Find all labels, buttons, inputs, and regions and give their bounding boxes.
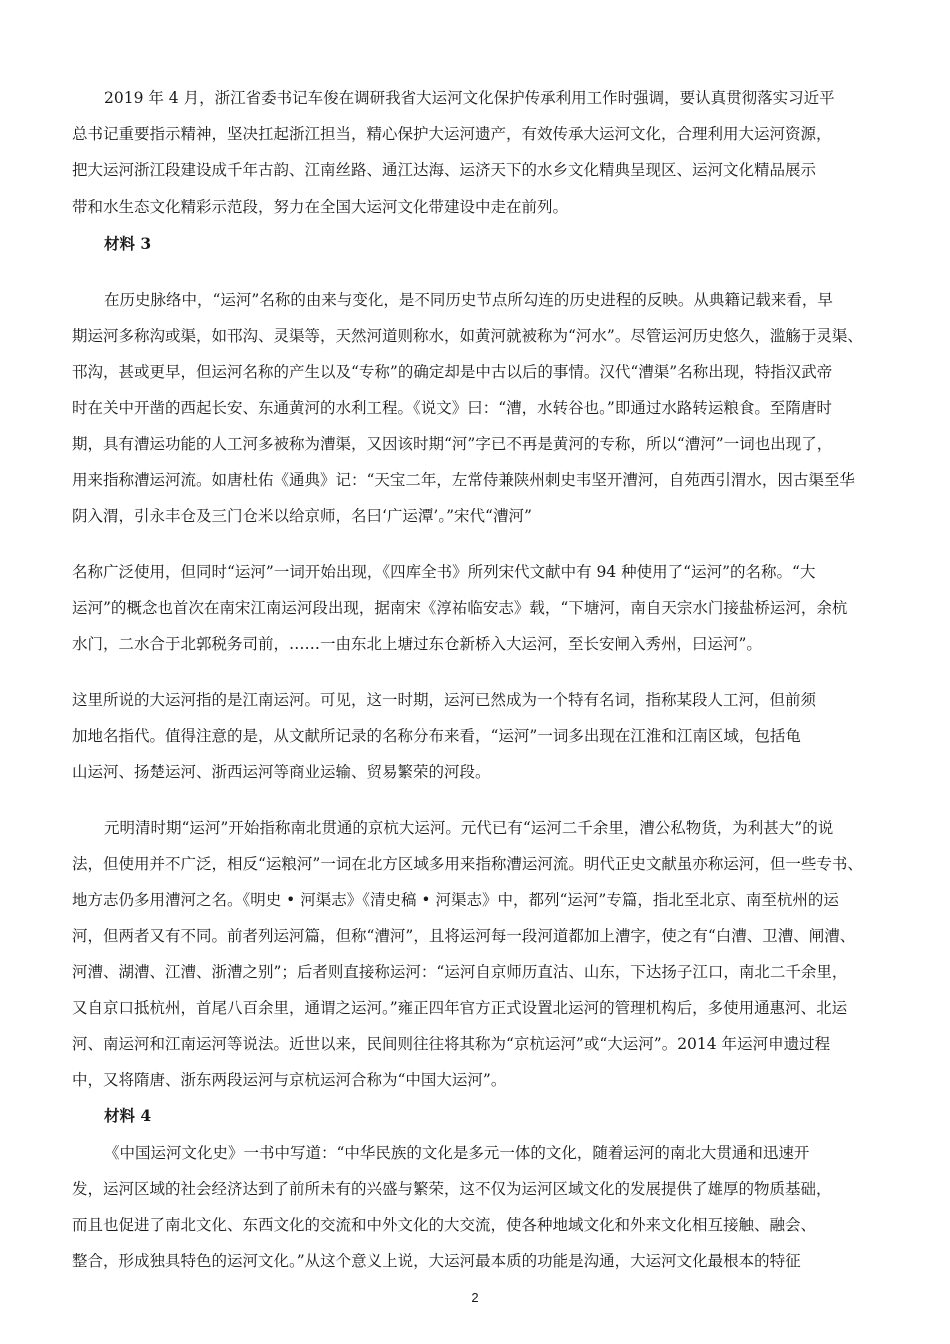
text-line: 发，运河区域的社会经济达到了前所未有的兴盛与繁荣，这不仅为运河区域文化的发展提供了雄厚的物质基础， <box>72 1180 832 1198</box>
text-line: 把大运河浙江段建设成千年古韵、江南丝路、通江达海、运济天下的水乡文化精典呈现区、运河文化精品展示 <box>72 161 817 179</box>
text-line: 整合，形成独具特色的运河文化。”从这个意义上说，大运河最本质的功能是沟通，大运河文化最根本的特征 <box>72 1252 801 1270</box>
text-line: 邗沟，甚或更早，但运河名称的产生以及“专称”的确定却是中古以后的事情。汉代“漕渠”名称出现，特指汉武帝 <box>72 363 833 381</box>
text-line: 带和水生态文化精彩示范段，努力在全国大运河文化带建设中走在前列。 <box>72 198 569 216</box>
text-line: 山运河、扬楚运河、浙西运河等商业运输、贸易繁荣的河段。 <box>72 763 491 781</box>
text-line: 总书记重要指示精神，坚决扛起浙江担当，精心保护大运河遗产，有效传承大运河文化，合理利用大运河资源， <box>72 125 832 143</box>
text-line: 元明清时期“运河”开始指称南北贯通的京杭大运河。元代已有“运河二千余里，漕公私物货，为利甚大”的说 <box>104 819 834 837</box>
text-line: 用来指称漕运河流。如唐杜佑《通典》记：“天宝二年，左常侍兼陕州刺史韦坚开漕河，自苑西引渭水，因古渠至华 <box>72 471 855 489</box>
text-line: 法，但使用并不广泛，相反“运粮河”一词在北方区域多用来指称漕运河流。明代正史文献虽亦称运河，但一些专书、 <box>72 855 863 873</box>
text-line: 地方志仍多用漕河之名。《明史 • 河渠志》《清史稿 • 河渠志》中，都列“运河”专篇，指北至北京、南至杭州的运 <box>72 891 839 909</box>
text-line: 水门，二水合于北郭税务司前，……一由东北上塘过东仓新桥入大运河，至长安闸入秀州，曰运河”。 <box>72 635 762 653</box>
section-heading-material-4: 材料 4 <box>104 1106 152 1125</box>
text-line: 阴入渭，引永丰仓及三门仓米以给京师，名曰‘广运潭’。”宋代“漕河” <box>72 507 532 525</box>
text-line: 又自京口抵杭州，首尾八百余里，通谓之运河。”雍正四年官方正式设置北运河的管理机构后，多使用通惠河、北运 <box>72 999 848 1017</box>
text-line: 而且也促进了南北文化、东西文化的交流和中外文化的大交流，使各种地域文化和外来文化相互接触、融会、 <box>72 1216 817 1234</box>
text-line: 中，又将隋唐、浙东两段运河与京杭运河合称为“中国大运河”。 <box>72 1071 507 1089</box>
text-line: 这里所说的大运河指的是江南运河。可见，这一时期，运河已然成为一个特有名词，指称某段人工河，但前须 <box>72 691 817 709</box>
text-line: 期，具有漕运功能的人工河多被称为漕渠，又因该时期“河”字已不再是黄河的专称，所以“漕河”一词也出现了， <box>72 435 833 453</box>
text-line: 加地名指代。值得注意的是，从文献所记录的名称分布来看，“运河”一词多出现在江淮和江南区域，包括龟 <box>72 727 801 745</box>
text-line: 河漕、湖漕、江漕、浙漕之别”；后者则直接称运河：“运河自京师历直沽、山东，下达扬子江口，南北二千余里， <box>72 963 848 981</box>
section-heading-material-3: 材料 3 <box>104 234 152 253</box>
text-line: 河、南运河和江南运河等说法。近世以来，民间则往往将其称为“京杭运河”或“大运河”。2014 年运河申遗过程 <box>72 1035 831 1053</box>
text-line: 在历史脉络中，“运河”名称的由来与变化，是不同历史节点所勾连的历史进程的反映。从典籍记载来看，早 <box>104 291 833 309</box>
text-line: 2019 年 4 月，浙江省委书记车俊在调研我省大运河文化保护传承利用工作时强调，要认真贯彻落实习近平 <box>104 89 835 107</box>
page-number: 2 <box>471 1290 479 1305</box>
text-line: 运河”的概念也首次在南宋江南运河段出现，据南宋《淳祐临安志》载，“下塘河，南自天宗水门接盐桥运河，余杭 <box>72 599 848 617</box>
text-line: 期运河多称沟或渠，如邗沟、灵渠等，天然河道则称水，如黄河就被称为“河水”。尽管运河历史悠久，滥觞于灵渠、 <box>72 327 863 345</box>
text-line: 时在关中开凿的西起长安、东通黄河的水利工程。《说文》曰：“漕，水转谷也。”即通过水路转运粮食。至隋唐时 <box>72 399 832 417</box>
text-line: 河，但两者又有不同。前者列运河篇，但称“漕河”，且将运河每一段河道都加上漕字，使之有“白漕、卫漕、闸漕、 <box>72 927 856 945</box>
text-line: 名称广泛使用，但同时“运河”一词开始出现，《四库全书》所列宋代文献中有 94 种使用了“运河”的名称。“大 <box>72 563 816 581</box>
text-line: 《中国运河文化史》一书中写道：“中华民族的文化是多元一体的文化，随着运河的南北大贯通和迅速开 <box>104 1144 810 1162</box>
